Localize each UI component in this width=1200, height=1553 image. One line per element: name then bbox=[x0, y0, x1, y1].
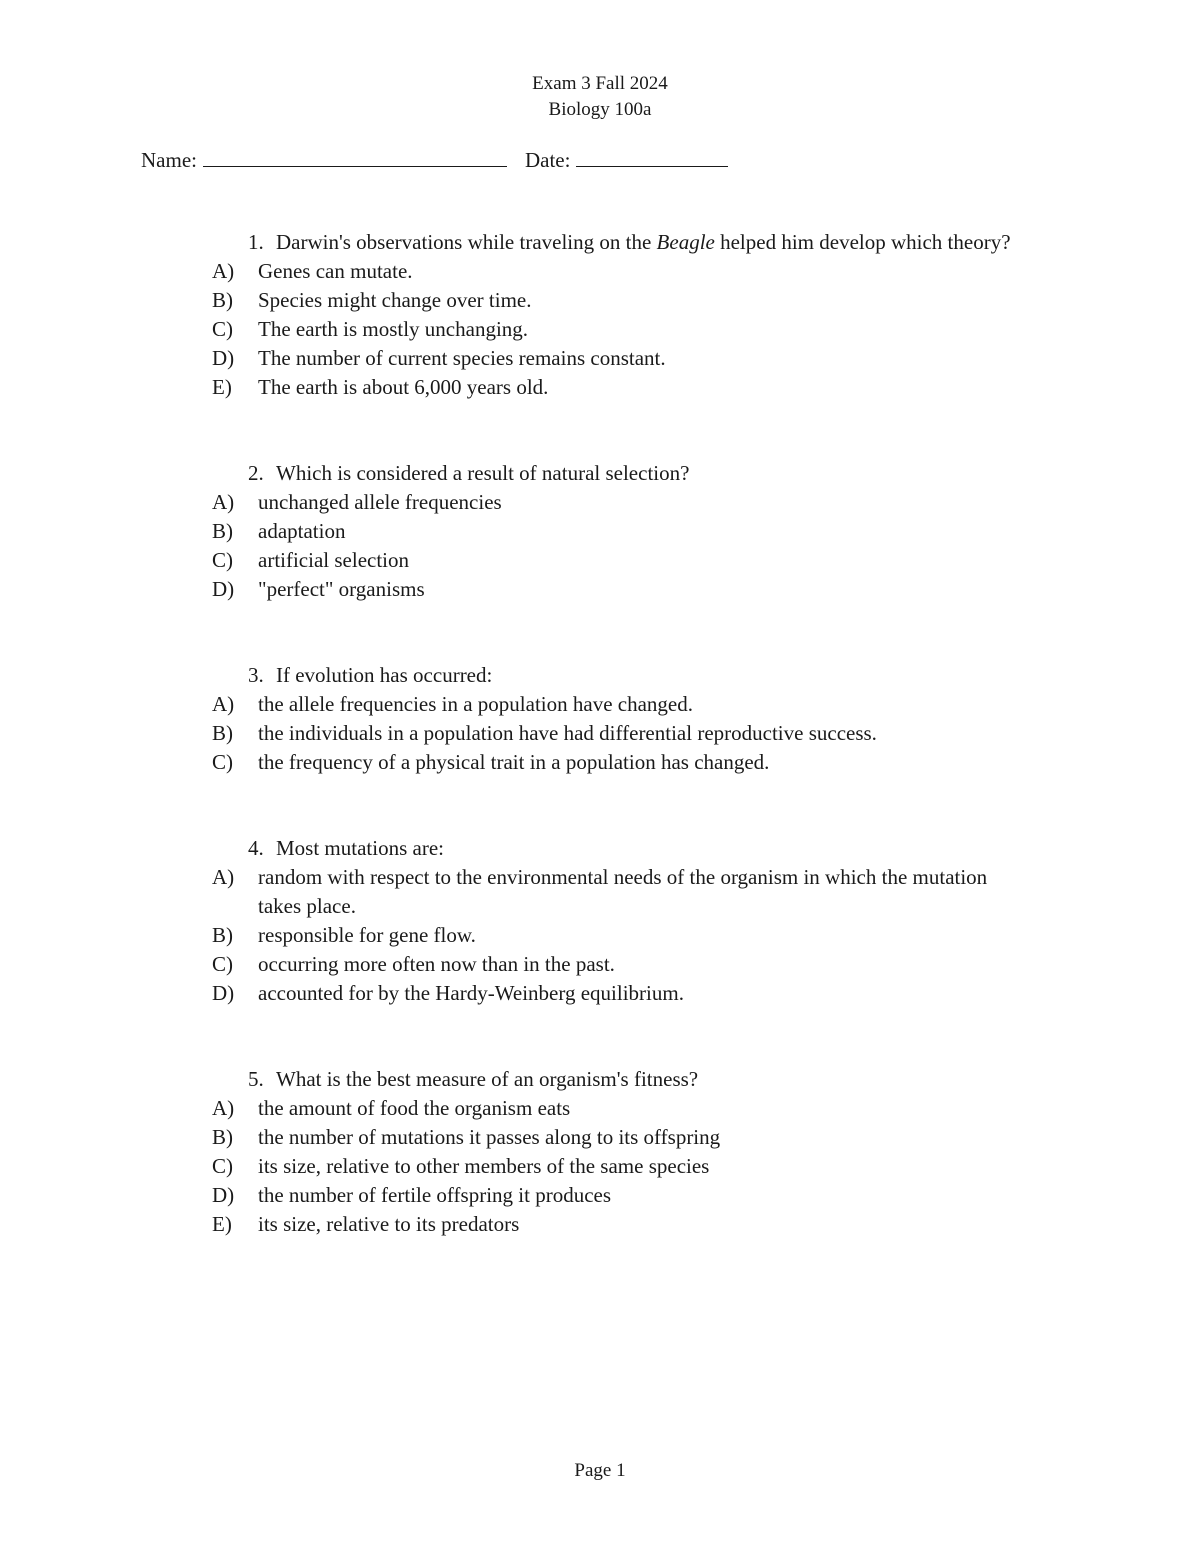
question-number: 1. bbox=[248, 230, 264, 254]
option-text: The number of current species remains constant. bbox=[258, 346, 666, 370]
name-date-row bbox=[141, 144, 728, 174]
question-text: If evolution has occurred: bbox=[276, 663, 493, 687]
date-label: Date: bbox=[524, 148, 571, 172]
option-letter: A) bbox=[212, 1096, 235, 1120]
question-number: 3. bbox=[248, 663, 264, 687]
option-letter: E) bbox=[212, 1212, 232, 1236]
option-text: Genes can mutate. bbox=[258, 259, 413, 283]
option-text: responsible for gene flow. bbox=[258, 923, 476, 947]
option-letter: B) bbox=[212, 1125, 233, 1149]
answer-option[interactable] bbox=[0, 1152, 1018, 1181]
answer-option[interactable] bbox=[0, 863, 1018, 921]
option-letter: A) bbox=[212, 259, 235, 283]
answer-option[interactable] bbox=[0, 517, 1018, 546]
option-letter: B) bbox=[212, 288, 233, 312]
option-text: the amount of food the organism eats bbox=[258, 1096, 571, 1120]
question-text: What is the best measure of an organism's fitness? bbox=[276, 1067, 699, 1091]
name-field[interactable] bbox=[203, 144, 507, 167]
option-text: occurring more often now than in the past. bbox=[258, 952, 615, 976]
question-text-part: Darwin's observations while traveling on the bbox=[276, 230, 657, 254]
answer-option[interactable] bbox=[0, 344, 1018, 373]
option-text: random with respect to the environmental needs of the organism in which the mutation takes place. bbox=[258, 865, 988, 918]
question-2 bbox=[0, 459, 1200, 604]
option-letter: B) bbox=[212, 519, 233, 543]
answer-option[interactable] bbox=[0, 257, 1018, 286]
question-3 bbox=[0, 661, 1200, 777]
question-number: 5. bbox=[248, 1067, 264, 1091]
option-text: accounted for by the Hardy-Weinberg equilibrium. bbox=[258, 981, 684, 1005]
answer-option[interactable] bbox=[0, 719, 1018, 748]
question-stem bbox=[0, 661, 1036, 690]
option-text: unchanged allele frequencies bbox=[258, 490, 502, 514]
question-text-part: helped him develop which theory? bbox=[714, 230, 1011, 254]
answer-option[interactable] bbox=[0, 1210, 1018, 1239]
option-letter: E) bbox=[212, 375, 232, 399]
option-letter: C) bbox=[212, 952, 233, 976]
option-text: the individuals in a population have had differential reproductive success. bbox=[258, 721, 877, 745]
answer-option[interactable] bbox=[0, 979, 1018, 1008]
question-text: Most mutations are: bbox=[276, 836, 444, 860]
option-letter: A) bbox=[212, 865, 235, 889]
question-number: 4. bbox=[248, 836, 264, 860]
exam-title: Exam 3 Fall 2024 bbox=[532, 73, 668, 94]
option-text: its size, relative to its predators bbox=[258, 1212, 520, 1236]
answer-option[interactable] bbox=[0, 1181, 1018, 1210]
option-letter: D) bbox=[212, 1183, 235, 1207]
answer-option[interactable] bbox=[0, 921, 1018, 950]
answer-option[interactable] bbox=[0, 575, 1018, 604]
answer-option[interactable] bbox=[0, 1094, 1018, 1123]
question-4 bbox=[0, 834, 1200, 1008]
option-text: artificial selection bbox=[258, 548, 410, 572]
option-letter: D) bbox=[212, 981, 235, 1005]
course-subtitle: Biology 100a bbox=[548, 99, 652, 120]
option-text: the frequency of a physical trait in a population has changed. bbox=[258, 750, 770, 774]
question-text: Which is considered a result of natural selection? bbox=[276, 461, 690, 485]
date-field[interactable] bbox=[576, 144, 728, 167]
question-stem bbox=[0, 228, 1036, 257]
option-text: Species might change over time. bbox=[258, 288, 532, 312]
option-text: adaptation bbox=[258, 519, 346, 543]
option-letter: B) bbox=[212, 923, 233, 947]
question-5 bbox=[0, 1065, 1200, 1239]
option-letter: D) bbox=[212, 577, 235, 601]
answer-option[interactable] bbox=[0, 748, 1018, 777]
option-text: "perfect" organisms bbox=[258, 577, 425, 601]
option-text: The earth is about 6,000 years old. bbox=[258, 375, 549, 399]
option-letter: D) bbox=[212, 346, 235, 370]
question-number: 2. bbox=[248, 461, 264, 485]
option-text: the number of fertile offspring it produces bbox=[258, 1183, 612, 1207]
question-text-italic: Beagle bbox=[656, 230, 715, 254]
option-letter: B) bbox=[212, 721, 233, 745]
answer-option[interactable] bbox=[0, 546, 1018, 575]
option-letter: C) bbox=[212, 1154, 233, 1178]
option-letter: C) bbox=[212, 548, 233, 572]
page-number: Page 1 bbox=[574, 1460, 626, 1481]
question-stem bbox=[0, 834, 1036, 863]
option-letter: A) bbox=[212, 490, 235, 514]
option-text: The earth is mostly unchanging. bbox=[258, 317, 529, 341]
answer-option[interactable] bbox=[0, 1123, 1018, 1152]
answer-option[interactable] bbox=[0, 690, 1018, 719]
question-stem bbox=[0, 1065, 1036, 1094]
name-label: Name: bbox=[141, 148, 197, 172]
question-1 bbox=[0, 228, 1200, 402]
question-stem bbox=[0, 459, 1036, 488]
option-letter: C) bbox=[212, 750, 233, 774]
answer-option[interactable] bbox=[0, 286, 1018, 315]
option-text: its size, relative to other members of the same species bbox=[258, 1154, 710, 1178]
option-text: the number of mutations it passes along to its offspring bbox=[258, 1125, 721, 1149]
answer-option[interactable] bbox=[0, 315, 1018, 344]
option-letter: A) bbox=[212, 692, 235, 716]
answer-option[interactable] bbox=[0, 950, 1018, 979]
option-letter: C) bbox=[212, 317, 233, 341]
answer-option[interactable] bbox=[0, 488, 1018, 517]
question-list bbox=[0, 228, 1200, 1296]
page-footer bbox=[0, 1458, 1200, 1484]
option-text: the allele frequencies in a population have changed. bbox=[258, 692, 693, 716]
answer-option[interactable] bbox=[0, 373, 1018, 402]
